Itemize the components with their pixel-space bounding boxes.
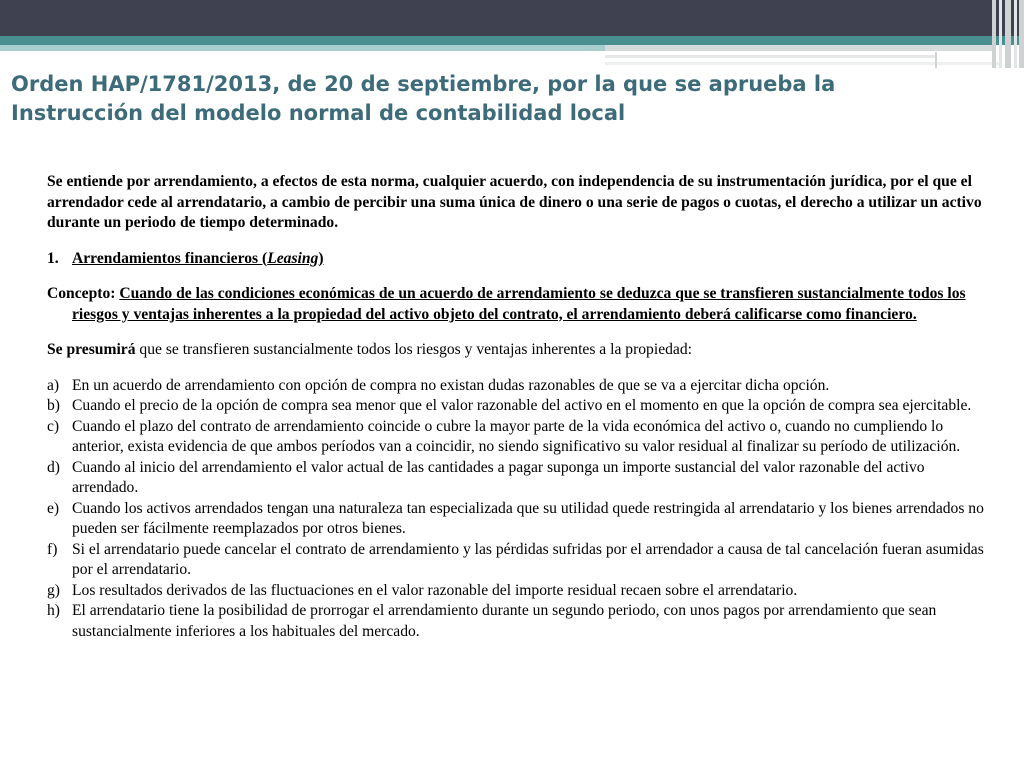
- section-heading: [47, 249, 987, 270]
- header-vertical-bar: [1014, 0, 1017, 68]
- slide-title: Orden HAP/1781/2013, de 20 de septiembre, por la que se aprueba la Instrucción del modelo normal de contabilidad local: [11, 72, 836, 125]
- list-item: [47, 581, 987, 602]
- list-item-marker: a): [47, 376, 60, 394]
- concept-paragraph: [47, 284, 987, 325]
- list-item: [47, 458, 987, 499]
- list-item-marker: b): [47, 397, 60, 414]
- presumption-paragraph: [47, 340, 987, 361]
- list-item-marker: c): [47, 417, 60, 435]
- list-item-marker: e): [47, 499, 60, 517]
- list-item: [47, 396, 987, 417]
- concept-text: Cuando de las condiciones económicas de un acuerdo de arrendamiento se deduzca que se transfieren sustancialmente todos los riesgos y ventajas inherentes a la propiedad del activo objeto del contrato, el arrendamiento deberá calificarse como financiero.: [72, 285, 966, 323]
- header-gray-stripe: [605, 45, 995, 51]
- section-title-italic: Leasing: [267, 249, 319, 267]
- list-item: [47, 601, 987, 642]
- header-light-stripe: [0, 45, 605, 51]
- list-item-text: El arrendatario tiene la posibilidad de prorrogar el arrendamiento durante un segundo periodo, con unos pagos por arrendamiento que sean sustancialmente inferiores a los habituales del mercado.: [72, 602, 937, 640]
- header-vertical-bar: [1019, 0, 1024, 68]
- list-item-marker: d): [47, 458, 60, 476]
- list-item-marker: f): [47, 540, 58, 558]
- list-item-text: En un acuerdo de arrendamiento con opción de compra no existan dudas razonables de que se va a ejercitar dicha opción.: [72, 376, 830, 394]
- list-item: [47, 540, 987, 581]
- list-item-text: Cuando el precio de la opción de compra sea menor que el valor razonable del activo en el momento en que la opción de compra sea ejercitable.: [72, 397, 972, 414]
- concept-label: Concepto:: [47, 285, 116, 302]
- list-item: [47, 376, 987, 397]
- list-item-marker: h): [47, 602, 60, 619]
- section-title-text: Arrendamientos financieros (: [72, 249, 268, 267]
- list-item: [47, 417, 987, 458]
- intro-paragraph: Se entiende por arrendamiento, a efectos de esta norma, cualquier acuerdo, con independencia de su instrumentación jurídica, por el que el arrendador cede al arrendatario, a cambio de percibir una suma única de dinero o una serie de pagos o cuotas, el derecho a utilizar un activo durante un periodo de tiempo determinado.: [47, 173, 982, 231]
- header-thin-line: [605, 55, 935, 58]
- header-vertical-line: [935, 52, 937, 68]
- header-vertical-bar: [1005, 0, 1011, 68]
- list-item-text: Cuando al inicio del arrendamiento el valor actual de las cantidades a pagar suponga un importe sustancial del valor razonable del activo arrendado.: [72, 458, 925, 496]
- list-item-text: Si el arrendatario puede cancelar el contrato de arrendamiento y las pérdidas sufridas por el arrendador a causa de tal cancelación fueran asumidas por el arrendatario.: [72, 540, 984, 578]
- list-item-text: Cuando los activos arrendados tengan una naturaleza tan especializada que su utilidad quede restringida al arrendatario y los bienes arrendados no pueden ser fácilmente reemplazados por otros bienes.: [72, 499, 984, 537]
- header-vertical-bar: [999, 0, 1002, 68]
- list-item: [47, 499, 987, 540]
- header-vertical-bar: [992, 0, 996, 68]
- list-item-text: Los resultados derivados de las fluctuaciones en el valor razonable del importe residual recaen sobre el arrendatario.: [72, 581, 798, 599]
- criteria-list: [47, 376, 987, 643]
- slide-body: [47, 172, 987, 642]
- header-accent-stripe: [0, 36, 1024, 45]
- section-title-end: ): [318, 249, 324, 267]
- list-item-marker: g): [47, 581, 60, 599]
- section-title: [72, 249, 987, 270]
- presumption-text: que se transfieren sustancialmente todos los riesgos y ventajas inherentes a la propiedad:: [135, 341, 692, 358]
- header-bar: [0, 0, 1024, 36]
- section-number: 1.: [47, 249, 59, 267]
- list-item-text: Cuando el plazo del contrato de arrendamiento coincide o cubre la mayor parte de la vida económica del activo o, cuando no cumpliendo lo anterior, exista evidencia de que ambos períodos van a coincidir, no siendo significativo su valor residual al finalizar su período de utilización.: [72, 417, 961, 455]
- header-thin-line: [605, 62, 1000, 65]
- presumption-bold: Se presumirá: [47, 341, 136, 358]
